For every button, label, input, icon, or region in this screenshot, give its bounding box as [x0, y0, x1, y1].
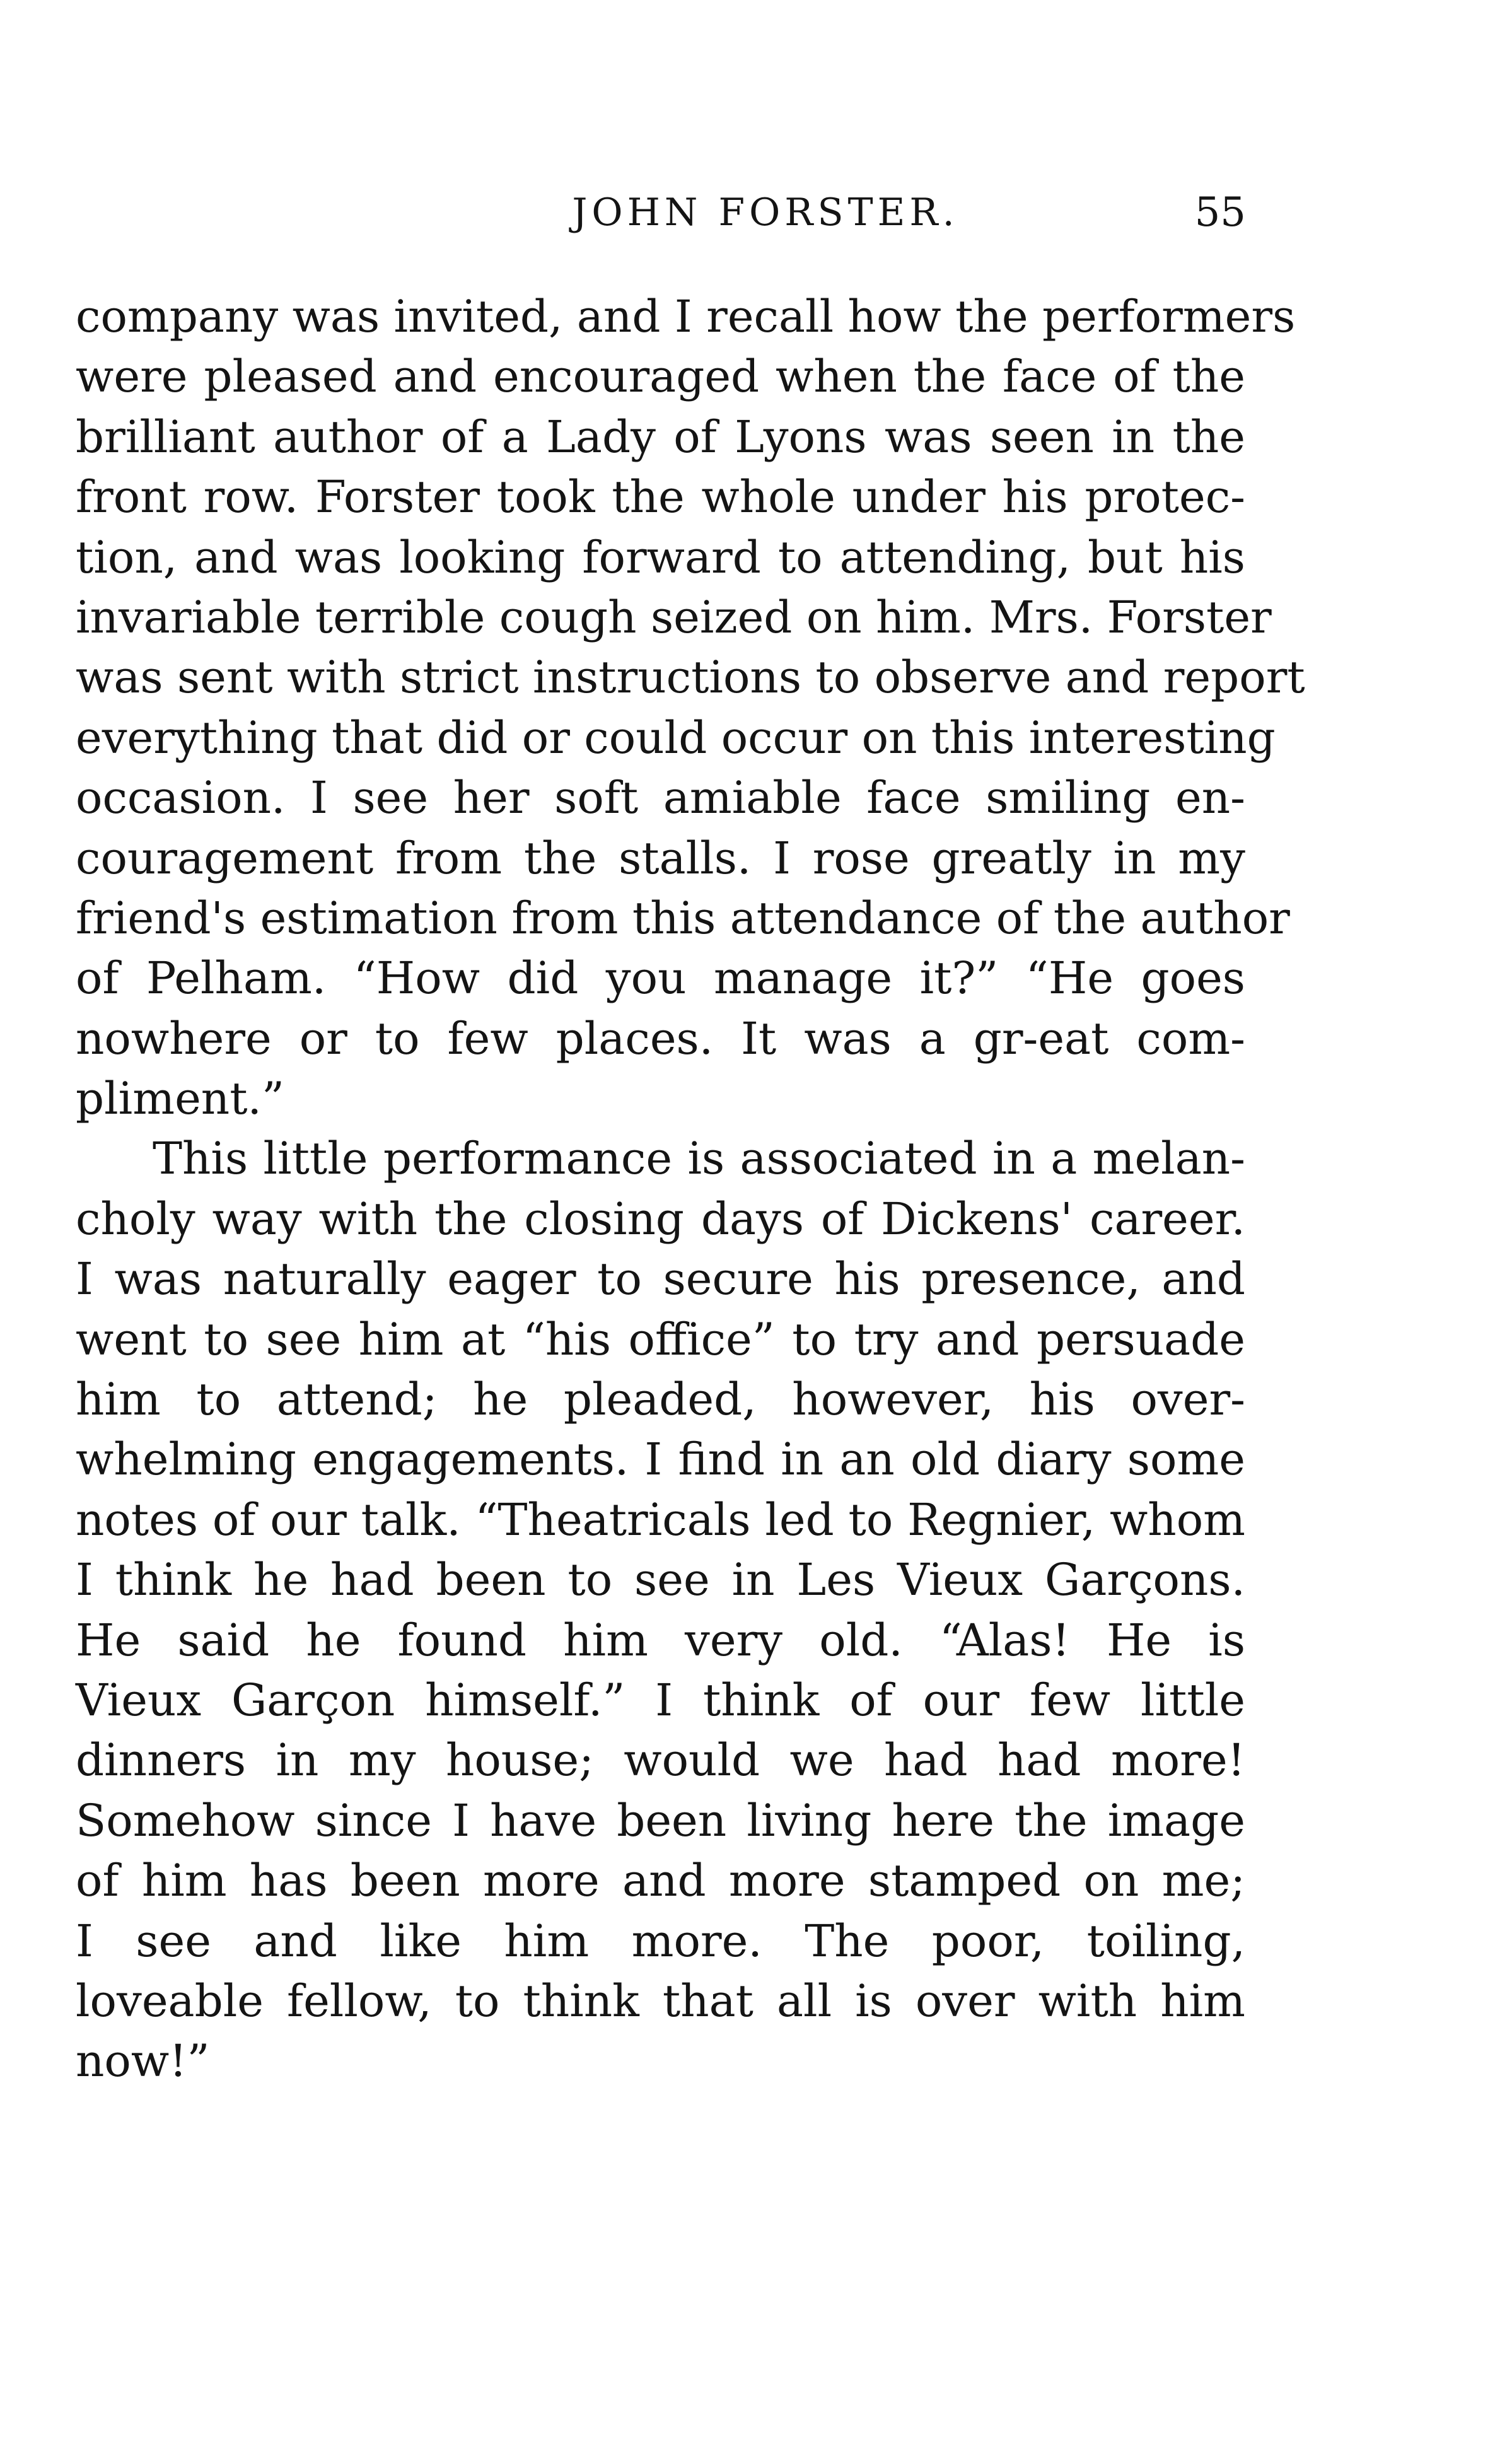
text-line: invariable terrible cough seized on him. Mrs. Forster: [76, 591, 1272, 643]
text-line: of Pelham. “How did you manage it?” “He goes: [76, 952, 1245, 1005]
text-line: everything that did or could occur on this interesting: [76, 711, 1276, 764]
text-line: friend's estimation from this attendance of the author: [76, 892, 1290, 944]
text-line: Somehow since I have been living here the image: [76, 1794, 1245, 1847]
text-line: front row. Forster took the whole under his protec-: [76, 471, 1245, 523]
body-text: [76, 287, 1305, 2092]
text-line: notes of our talk. “Theatricals led to Regnier, whom: [76, 1493, 1245, 1546]
text-line: I was naturally eager to secure his presence, and: [76, 1253, 1245, 1305]
text-line: went to see him at “his office” to try and persuade: [76, 1313, 1245, 1365]
text-line: loveable fellow, to think that all is over with him: [76, 1975, 1245, 2027]
running-head-title: JOHN FORSTER.: [572, 190, 959, 235]
text-line: occasion. I see her soft amiable face smiling en-: [76, 772, 1245, 824]
text-line: I see and like him more. The poor, toiling,: [76, 1915, 1245, 1967]
text-line: company was invited, and I recall how the performers: [76, 291, 1296, 342]
page-number: 55: [1194, 189, 1246, 236]
text-line: Vieux Garçon himself.” I think of our few little: [76, 1674, 1245, 1726]
text-line: dinners in my house; would we had had more!: [76, 1734, 1245, 1787]
text-line: He said he found him very old. “Alas! He is: [76, 1614, 1245, 1666]
text-line: was sent with strict instructions to observe and report: [76, 651, 1305, 704]
paragraph-end-line: pliment.”: [76, 1073, 284, 1125]
text-line: tion, and was looking forward to attending, but his: [76, 531, 1245, 583]
text-line: I think he had been to see in Les Vieux Garçons.: [76, 1554, 1245, 1606]
paragraph-start-line: This little performance is associated in a melan-: [153, 1133, 1245, 1185]
paragraph-end-line: now!”: [76, 2035, 210, 2087]
text-line: him to attend; he pleaded, however, his over-: [76, 1374, 1245, 1426]
text-line: were pleased and encouraged when the face of the: [76, 351, 1245, 403]
text-line: couragement from the stalls. I rose greatly in my: [76, 832, 1245, 884]
text-line: brilliant author of a Lady of Lyons was seen in the: [76, 411, 1245, 463]
text-line: of him has been more and more stamped on me;: [76, 1855, 1245, 1907]
text-line: choly way with the closing days of Dickens' career.: [76, 1193, 1245, 1245]
text-line: whelming engagements. I find in an old diary some: [76, 1433, 1245, 1486]
running-head: [0, 184, 1512, 241]
text-line: nowhere or to few places. It was a gr-eat com-: [76, 1012, 1245, 1065]
